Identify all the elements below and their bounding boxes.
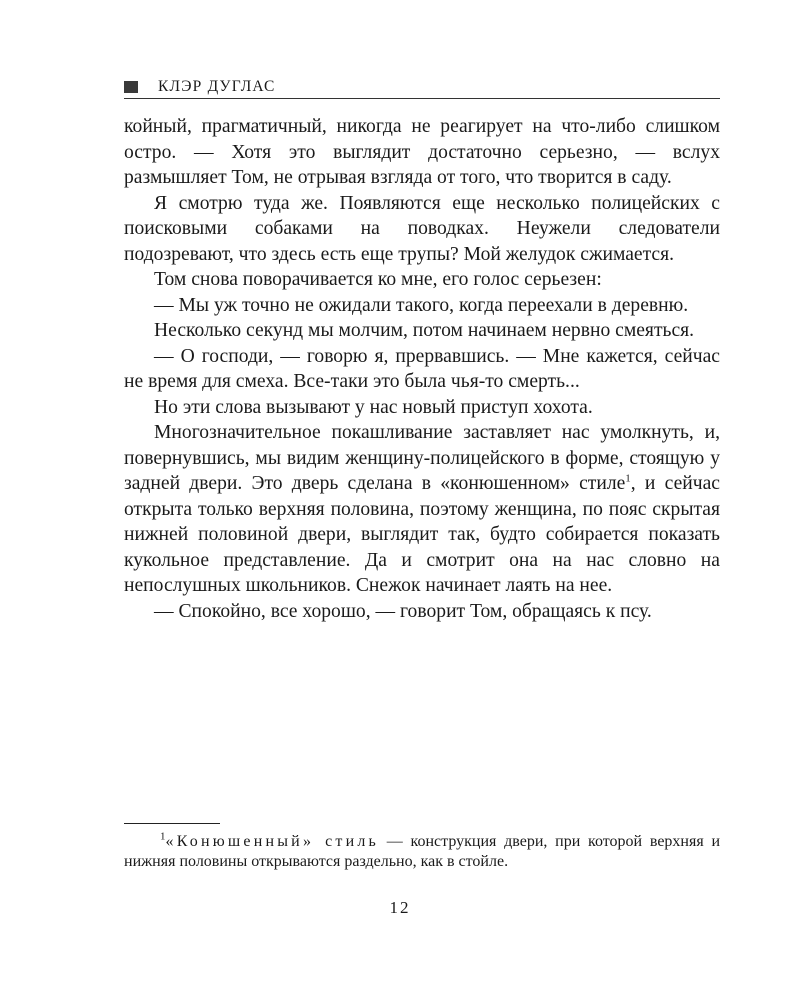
paragraph: Несколько секунд мы молчим, потом начинаем нервно смеяться. bbox=[154, 320, 695, 341]
footnote-divider bbox=[124, 823, 220, 824]
footnote-term: «Конюшенный» стиль bbox=[165, 833, 380, 850]
paragraph: Но эти слова вызывают у нас новый приступ хохота. bbox=[154, 396, 593, 418]
header-author: КЛЭР ДУГЛАС bbox=[158, 78, 276, 95]
paragraph-with-footnote bbox=[124, 420, 720, 599]
paragraph: Том снова поворачивается ко мне, его голос серьезен: bbox=[154, 269, 602, 290]
paragraph-text: Многозначительное покашливание заставляет нас умолкнуть, и, повернувшись, мы видим женщину-полицейского в форме, стоящую у задней двери. Это дверь сделана в «конюшенном» стиле bbox=[124, 422, 720, 494]
footnote-mark: 1 bbox=[160, 830, 166, 843]
paragraph: — Мы уж точно не ожидали такого, когда переехали в деревню. bbox=[154, 294, 689, 316]
paragraph-text: , и сейчас открыта только верхняя половина, поэтому женщина, по пояс скрытая нижней половиной двери, выглядит так, будто собирается показать кукольное представление. Да и смотрит она на нас словно на непослушных школьников. Снежок начинает лаять на нее. bbox=[124, 473, 720, 596]
paragraph: — Спокойно, все хорошо, — говорит Том, обращаясь к псу. bbox=[154, 600, 652, 622]
footnote bbox=[124, 832, 720, 872]
body-text bbox=[124, 114, 720, 624]
running-header bbox=[124, 78, 720, 99]
paragraph: Я смотрю туда же. Появляются еще несколько полицейских с поисковыми собаками на поводках. Неужели следователи подозревают, что здесь есть еще трупы? Мой желудок сжимается. bbox=[124, 192, 720, 265]
header-square-icon bbox=[124, 81, 138, 93]
paragraph: койный, прагматичный, никогда не реагирует на что-либо слишком остро. — Хотя это выглядит достаточно серьезно, — вслух размышляет Том, не отрывая взгляда от того, что творится в саду. bbox=[124, 116, 720, 188]
paragraph: — О господи, — говорю я, прервавшись. — Мне кажется, сейчас не время для смеха. Все-таки это была чья-то смерть... bbox=[124, 345, 720, 392]
page-number: 12 bbox=[389, 898, 411, 917]
footnote-text: — конструкция двери, при которой верхняя и нижняя половины открываются раздельно, как в стойле. bbox=[124, 833, 721, 870]
footnote-ref[interactable]: 1 bbox=[625, 472, 631, 485]
